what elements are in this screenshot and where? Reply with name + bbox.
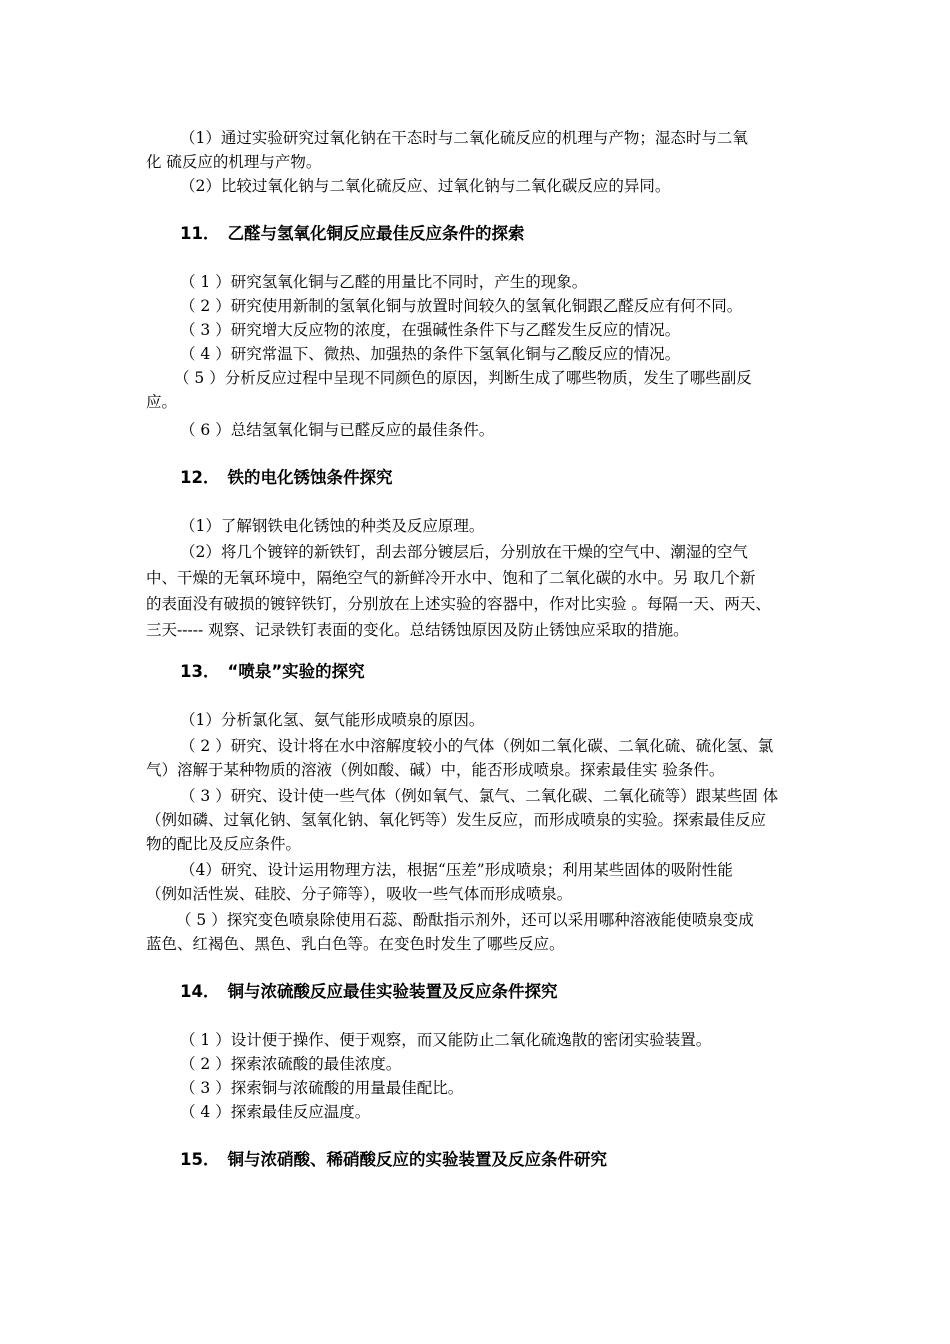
- section-title: 铜与浓硫酸反应最佳实验装置及反应条件探究: [227, 982, 558, 1001]
- intro-line-2: 化 硫反应的机理与产物。: [146, 153, 322, 171]
- section-number: 14．: [180, 982, 220, 1001]
- list-item: （ 4 ）研究常温下、微热、加强热的条件下氢氧化铜与乙酸反应的情况。: [180, 345, 681, 363]
- list-item-continuation: 蓝色、红褐色、黑色、乳白色等。在变色时发生了哪些反应。: [146, 935, 565, 953]
- section-title: 乙醛与氢氧化铜反应最佳反应条件的探索: [227, 224, 525, 243]
- list-item: （2）将几个镀锌的新铁钉，刮去部分镀层后，分别放在干燥的空气中、潮湿的空气: [180, 543, 748, 561]
- list-item: （ 2 ）研究使用新制的氢氧化铜与放置时间较久的氢氧化铜跟乙醛反应有何不同。: [180, 297, 743, 315]
- list-item: （ 1 ）设计便于操作、便于观察，而又能防止二氧化硫逸散的密闭实验装置。: [180, 1031, 712, 1049]
- list-item-continuation: （例如磷、过氧化钠、氢氧化钠、氧化钙等）发生反应，而形成喷泉的实验。探索最佳反应: [146, 811, 767, 829]
- section-title: 铜与浓硝酸、稀硝酸反应的实验装置及反应条件研究: [227, 1150, 607, 1169]
- list-item: （ 3 ）研究增大反应物的浓度，在强碱性条件下与乙醛发生反应的情况。: [180, 321, 681, 339]
- list-item-continuation: 的表面没有破损的镀锌铁钉，分别放在上述实验的容器中，作对比实验 。每隔一天、两天、: [146, 595, 771, 613]
- list-item: （ 3 ）探索铜与浓硫酸的用量最佳配比。: [180, 1079, 464, 1097]
- list-item-continuation: 应。: [146, 393, 178, 411]
- section-title: “喷泉”实验的探究: [227, 662, 365, 681]
- section-14-heading: [180, 980, 557, 1004]
- list-item: （ 2 ）探索浓硫酸的最佳浓度。: [180, 1055, 402, 1073]
- list-item-continuation: （例如活性炭、硅胶、分子筛等），吸收一些气体而形成喷泉。: [146, 885, 573, 903]
- list-item-continuation: 三天----- 观察、记录铁钉表面的变化。总结锈蚀原因及防止锈蚀应采取的措施。: [146, 621, 689, 639]
- list-item: （1）分析氯化氢、氨气能形成喷泉的原因。: [180, 711, 485, 729]
- section-number: 12．: [180, 468, 220, 487]
- section-number: 15．: [180, 1150, 220, 1169]
- intro-line-1: （1）通过实验研究过氧化钠在干态时与二氧化硫反应的机理与产物；湿态时与二氧: [180, 129, 748, 147]
- list-item: （1）了解钢铁电化锈蚀的种类及反应原理。: [180, 517, 485, 535]
- section-number: 13．: [180, 662, 220, 681]
- list-item: （ 6 ）总结氢氧化铜与已醛反应的最佳条件。: [180, 421, 495, 439]
- list-item: （ 4 ）探索最佳反应温度。: [180, 1103, 371, 1121]
- section-12-heading: [180, 466, 392, 490]
- intro-line-3: （2）比较过氧化钠与二氧化硫反应、过氧化钠与二氧化碳反应的异同。: [180, 177, 671, 195]
- list-item: （ 1 ）研究氢氧化铜与乙醛的用量比不同时，产生的现象。: [180, 273, 588, 291]
- section-13-heading: [180, 660, 365, 684]
- list-item-continuation: 中、干燥的无氧环境中，隔绝空气的新鲜冷开水中、饱和了二氧化碳的水中。另 取几个新: [146, 569, 756, 587]
- list-item: （ 5 ）分析反应过程中呈现不同颜色的原因，判断生成了哪些物质，发生了哪些副反: [174, 369, 752, 387]
- section-11-heading: [180, 222, 524, 246]
- list-item-continuation: 气）溶解于某种物质的溶液（例如酸、碱）中，能否形成喷泉。探索最佳实 验条件。: [146, 761, 725, 779]
- section-15-heading: [180, 1148, 607, 1172]
- list-item: （4）研究、设计运用物理方法，根据“压差”形成喷泉；利用某些固体的吸附性能: [180, 861, 733, 879]
- section-title: 铁的电化锈蚀条件探究: [227, 468, 393, 487]
- section-number: 11．: [180, 224, 220, 243]
- list-item: （ 2 ）研究、设计将在水中溶解度较小的气体（例如二氧化碳、二氧化硫、硫化氢、氯: [180, 737, 774, 755]
- list-item: （ 5 ）探究变色喷泉除使用石蕊、酚酞指示剂外，还可以采用哪种溶液能使喷泉变成: [176, 911, 754, 929]
- list-item: （ 3 ）研究、设计使一些气体（例如氧气、氯气、二氧化碳、二氧化硫等）跟某些固 体: [180, 787, 779, 805]
- list-item-continuation: 物的配比及反应条件。: [146, 835, 302, 853]
